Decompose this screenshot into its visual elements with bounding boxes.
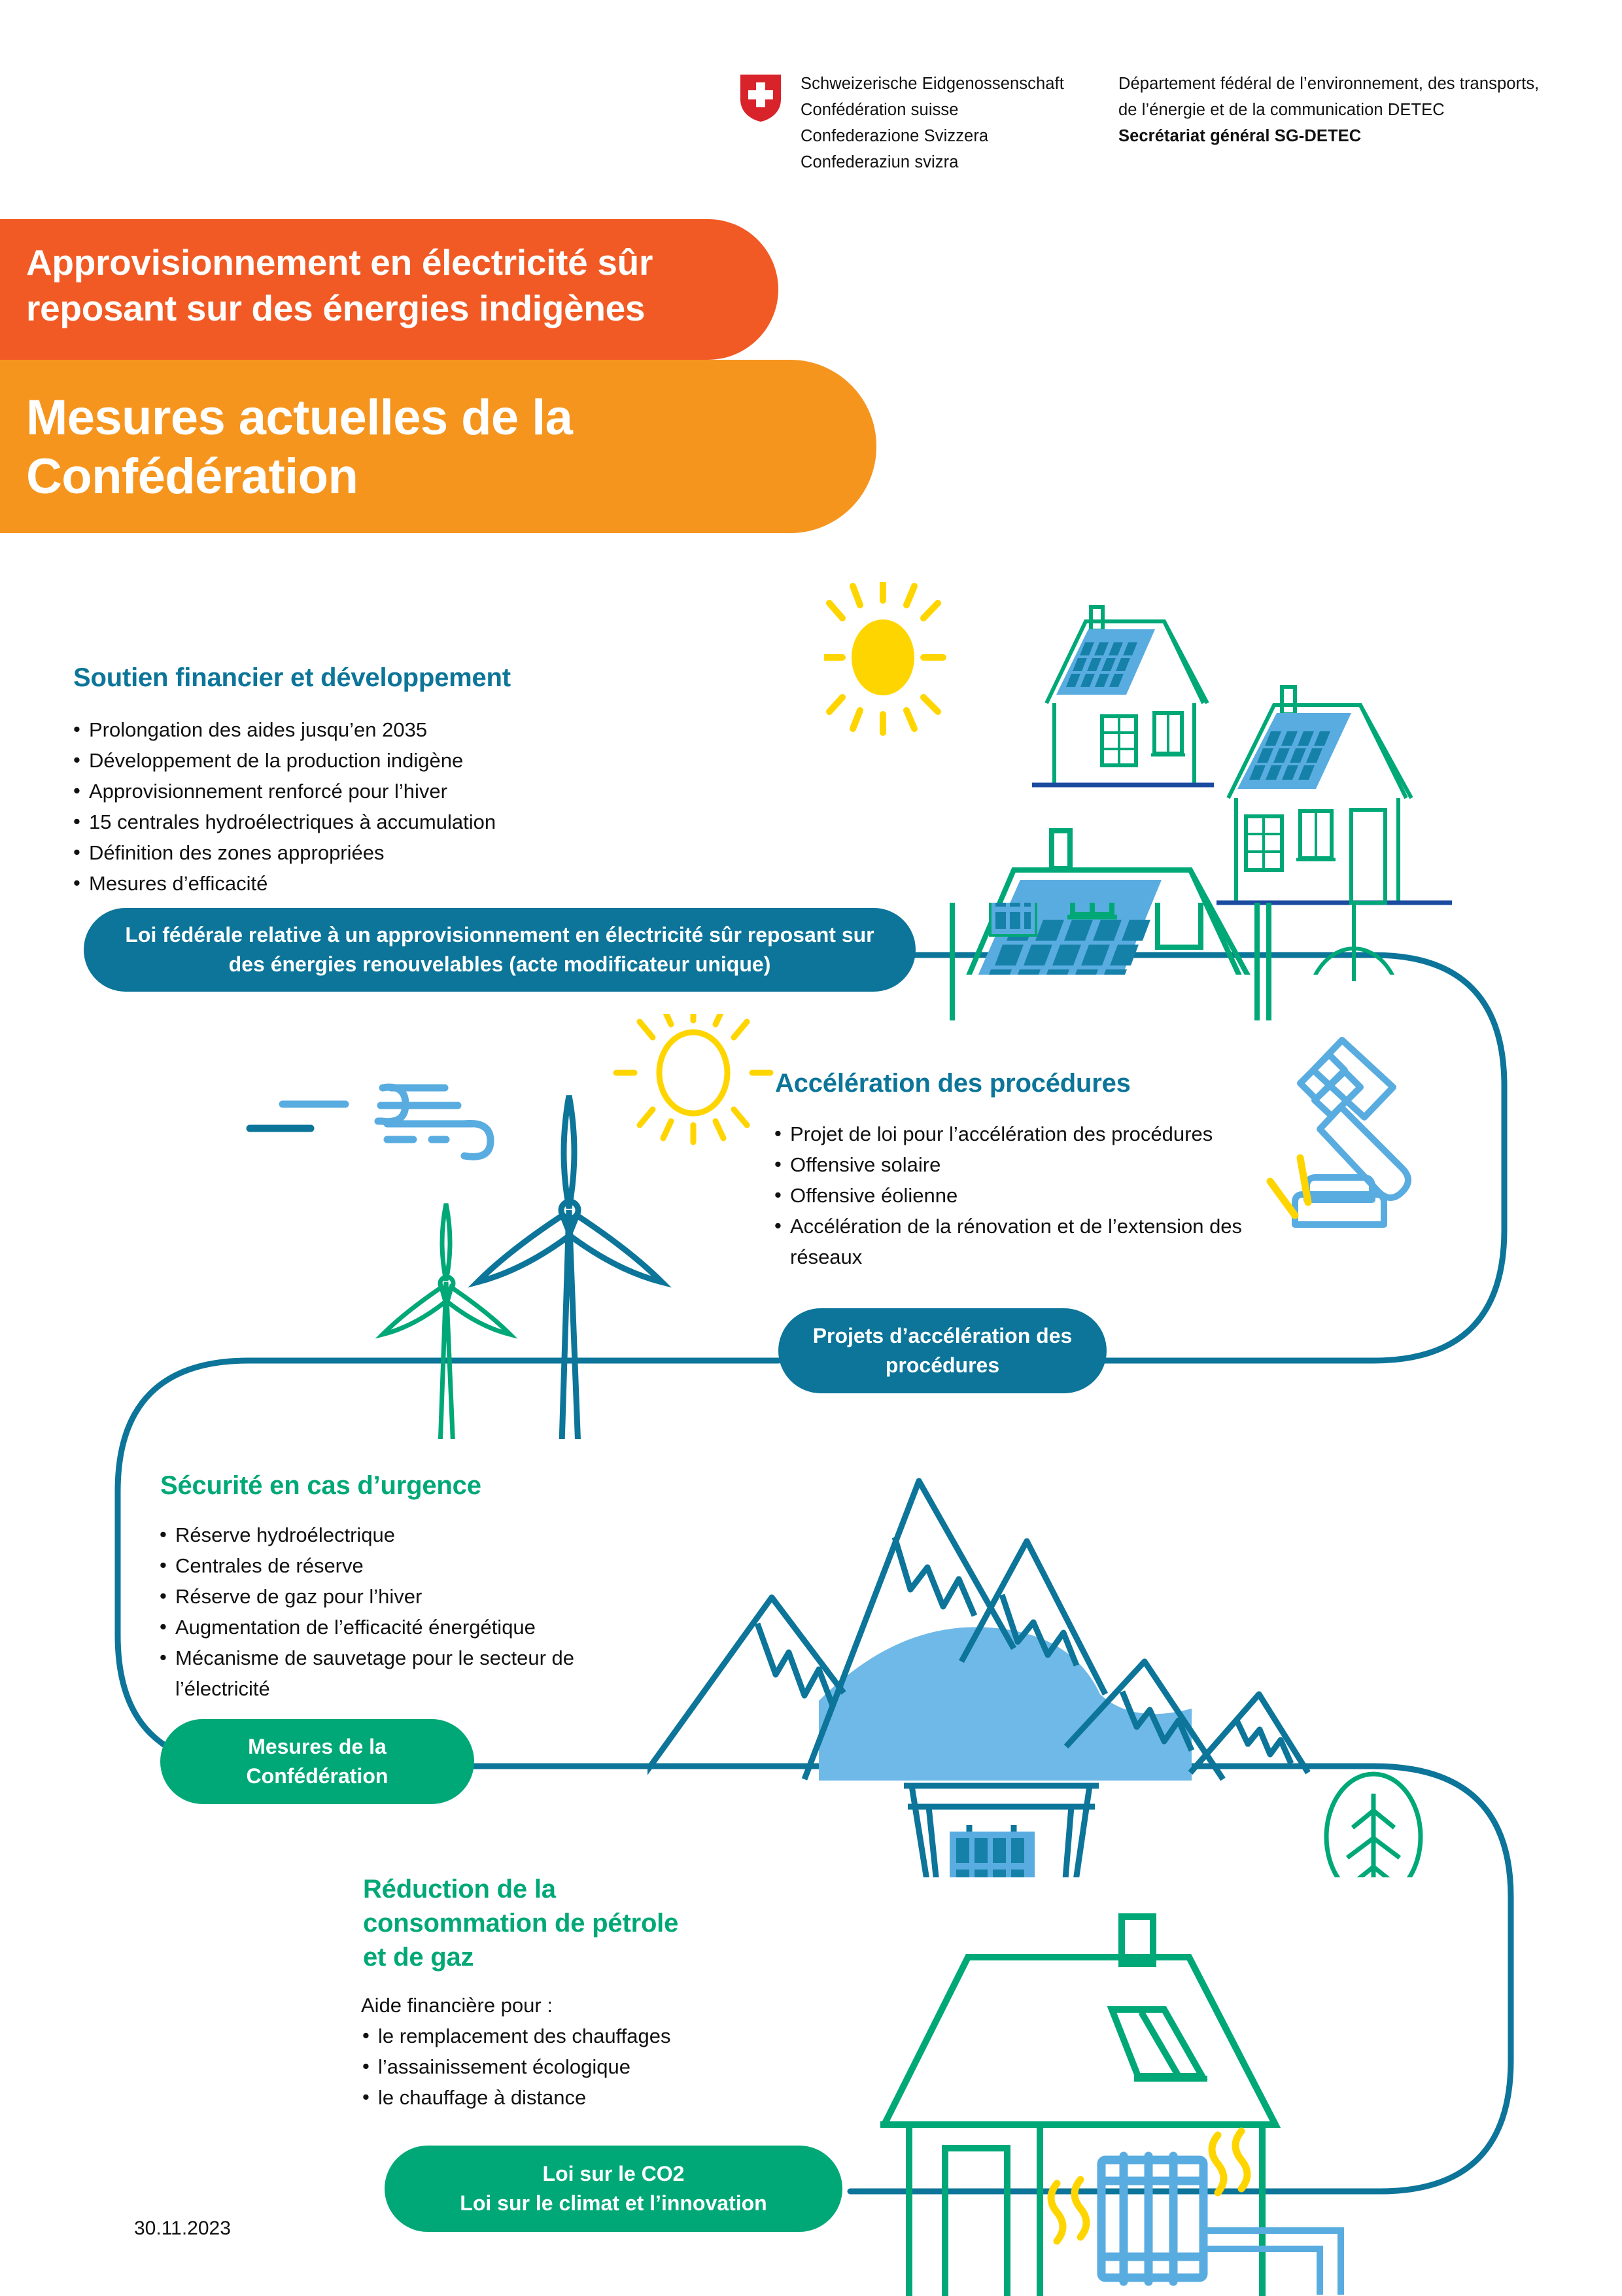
banner-subtitle: Approvisionnement en électricité sûr reposant sur des énergies indigènes [26,242,653,328]
list-item: • Offensive éolienne [773,1180,1427,1211]
list-item: • Prolongation des aides jusqu’en 2035 [72,714,778,745]
section-4-content [361,1990,819,2113]
confed-line: Schweizerische Eidgenossenschaft [801,75,1064,93]
list-item: • Accélération de la rénovation et de l’extension des réseaux [773,1211,1313,1272]
house-front-body [824,903,1452,1020]
page-title: Mesures actuelles de la Confédération [26,390,573,504]
radiator-icon [1101,2156,1203,2282]
sun-outline-icon [616,1014,770,1142]
wind-turbine-blue [477,1096,662,1439]
pill-mesures-confederation[interactable]: Mesures de la Confédération [160,1719,474,1804]
pill-loi-co2[interactable] [385,2146,842,2232]
solar-panel-right [1237,713,1351,789]
dept-secretariat: Secrétariat général SG-DETEC [1118,127,1362,145]
pill-line-2: Loi sur le climat et l’innovation [460,2191,767,2215]
pill-loi-federale[interactable]: Loi fédérale relative à un approvisionnement en électricité sûr reposant sur des énergies renouvelables (acte modificateur unique) [84,908,916,992]
list-item: • le remplacement des chauffages [361,2021,819,2051]
section-3-bullets [158,1520,747,1704]
page-header [739,65,1589,196]
sun-icon [824,582,943,733]
list-item: • Réserve de gaz pour l’hiver [158,1581,747,1612]
pill-line-1: Loi sur le CO2 [542,2162,685,2185]
list-item: • Offensive solaire [773,1149,1427,1180]
list-item: • Réserve hydroélectrique [158,1520,747,1550]
section-1-bullets [72,714,778,899]
section-2-bullets [773,1119,1427,1272]
house-radiator-illustration [844,1890,1432,2296]
section-4-heading: Réduction de la consommation de pétrole et de gaz [363,1875,679,1972]
list-item: • le chauffage à distance [361,2082,819,2113]
section-3-heading: Sécurité en cas d’urgence [160,1471,481,1500]
swiss-coat-of-arms-icon [739,73,782,123]
list-item: • Développement de la production indigène [72,745,778,776]
confed-line: Confederazione Svizzera [801,127,989,145]
list-item: • Augmentation de l’efficacité énergétique [158,1612,747,1643]
solar-panel-upper-left [1056,629,1155,695]
list-item: • Définition des zones appropriées [72,837,778,868]
confed-line: Confederaziun svizra [801,153,959,171]
pill-projets-acceleration[interactable]: Projets d’accélération des procédures [778,1308,1107,1393]
section-4-intro: Aide financière pour : [361,1994,553,2017]
mountains-dam-illustration [647,1433,1452,1877]
dept-line: de l’énergie et de la communication DETEC [1118,101,1445,119]
confederation-names [801,71,1064,175]
section-2-heading: Accélération des procédures [775,1069,1131,1098]
list-item: • Projet de loi pour l’accélération des procédures [773,1119,1427,1149]
footer-date: 30.11.2023 [134,2218,231,2239]
list-item: • Mesures d’efficacité [72,868,778,899]
list-item: • Mécanisme de sauvetage pour le secteur de l’électricité [158,1643,627,1704]
dam-solar-panel [950,1832,1035,1877]
district-heating-pipes [1203,2231,1341,2295]
section-1-heading: Soutien financier et développement [73,663,511,692]
wind-turbines-illustration [242,1014,785,1439]
list-item: • Centrales de réserve [158,1550,747,1581]
tree-icon [1326,1774,1421,1877]
department-names [1118,71,1539,149]
list-item: • 15 centrales hydroélectriques à accumulation [72,807,778,837]
dept-line: Département fédéral de l’environnement, des transports, [1118,75,1540,93]
list-item: • l’assainissement écologique [361,2051,819,2082]
wind-turbine-green [383,1204,510,1439]
reservoir-water [819,1627,1192,1781]
wind-lines-icon [250,1087,491,1157]
confed-line: Confédération suisse [801,101,959,119]
list-item: • Approvisionnement renforcé pour l’hiver [72,776,778,807]
